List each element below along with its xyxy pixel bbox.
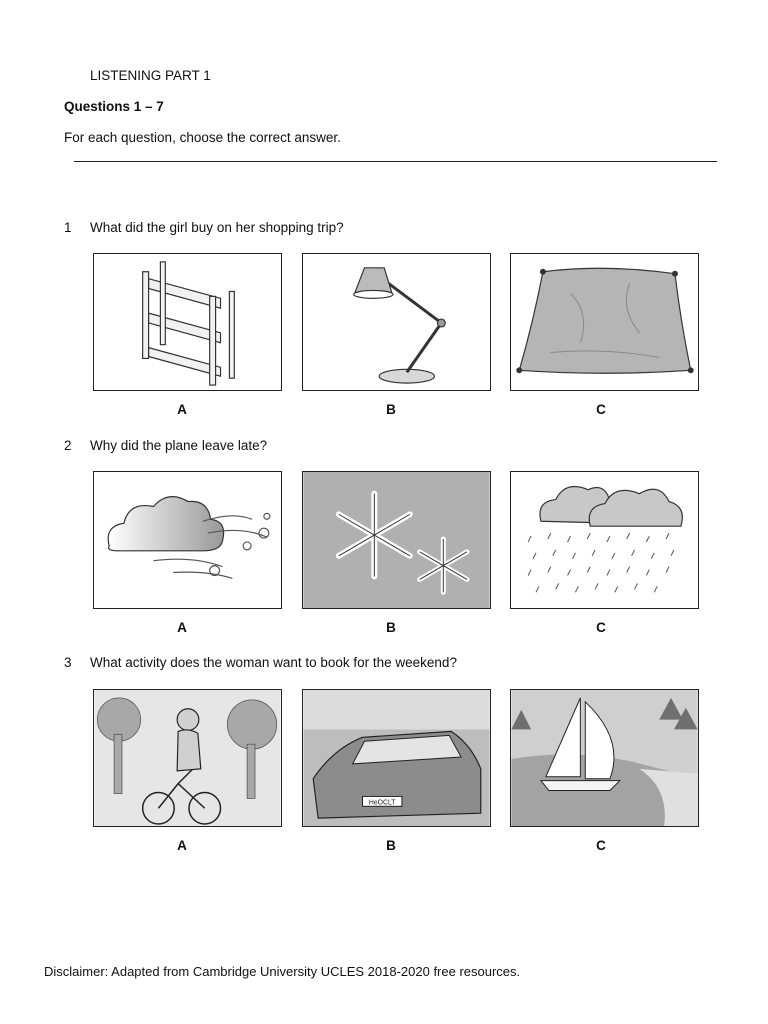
- snowflake-icon: [303, 472, 490, 608]
- desk-lamp-icon: [303, 254, 490, 390]
- cyclist-icon: [94, 690, 281, 826]
- rain-cloud-icon: [511, 472, 698, 608]
- cushion-icon: [511, 254, 698, 390]
- car-icon: [303, 690, 490, 826]
- instructions: For each question, choose the correct answer.: [64, 130, 341, 145]
- option-3b-driving-image[interactable]: [302, 689, 491, 827]
- question-1-text: What did the girl buy on her shopping trip?: [90, 220, 344, 235]
- option-3c-letter: C: [596, 838, 606, 853]
- option-2b-letter: B: [386, 620, 396, 635]
- option-3c-sailing-image[interactable]: [510, 689, 699, 827]
- question-range: Questions 1 – 7: [64, 99, 164, 114]
- option-1c-letter: C: [596, 402, 606, 417]
- option-1c-cushion-image[interactable]: [510, 253, 699, 391]
- option-1b-letter: B: [386, 402, 396, 417]
- shelving-icon: [94, 254, 281, 390]
- option-2a-wind-image[interactable]: [93, 471, 282, 609]
- wind-cloud-icon: [94, 472, 281, 608]
- question-2-number: 2: [64, 438, 72, 453]
- sailboat-icon: [511, 690, 698, 826]
- question-2-text: Why did the plane leave late?: [90, 438, 268, 453]
- license-plate: HeOCLT: [368, 799, 396, 807]
- option-2c-letter: C: [596, 620, 606, 635]
- question-3-text: What activity does the woman want to book for the weekend?: [90, 655, 457, 670]
- divider: [74, 161, 717, 162]
- option-1a-shelving-image[interactable]: [93, 253, 282, 391]
- option-3a-cycling-image[interactable]: [93, 689, 282, 827]
- option-3b-letter: B: [386, 838, 396, 853]
- disclaimer: Disclaimer: Adapted from Cambridge University UCLES 2018-2020 free resources.: [44, 964, 521, 979]
- option-2b-snow-image[interactable]: [302, 471, 491, 609]
- option-3a-letter: A: [177, 838, 187, 853]
- question-3-number: 3: [64, 655, 72, 670]
- part-title: LISTENING PART 1: [90, 68, 211, 83]
- option-2c-rain-image[interactable]: [510, 471, 699, 609]
- option-2a-letter: A: [177, 620, 187, 635]
- option-1b-lamp-image[interactable]: [302, 253, 491, 391]
- option-1a-letter: A: [177, 402, 187, 417]
- question-1-number: 1: [64, 220, 72, 235]
